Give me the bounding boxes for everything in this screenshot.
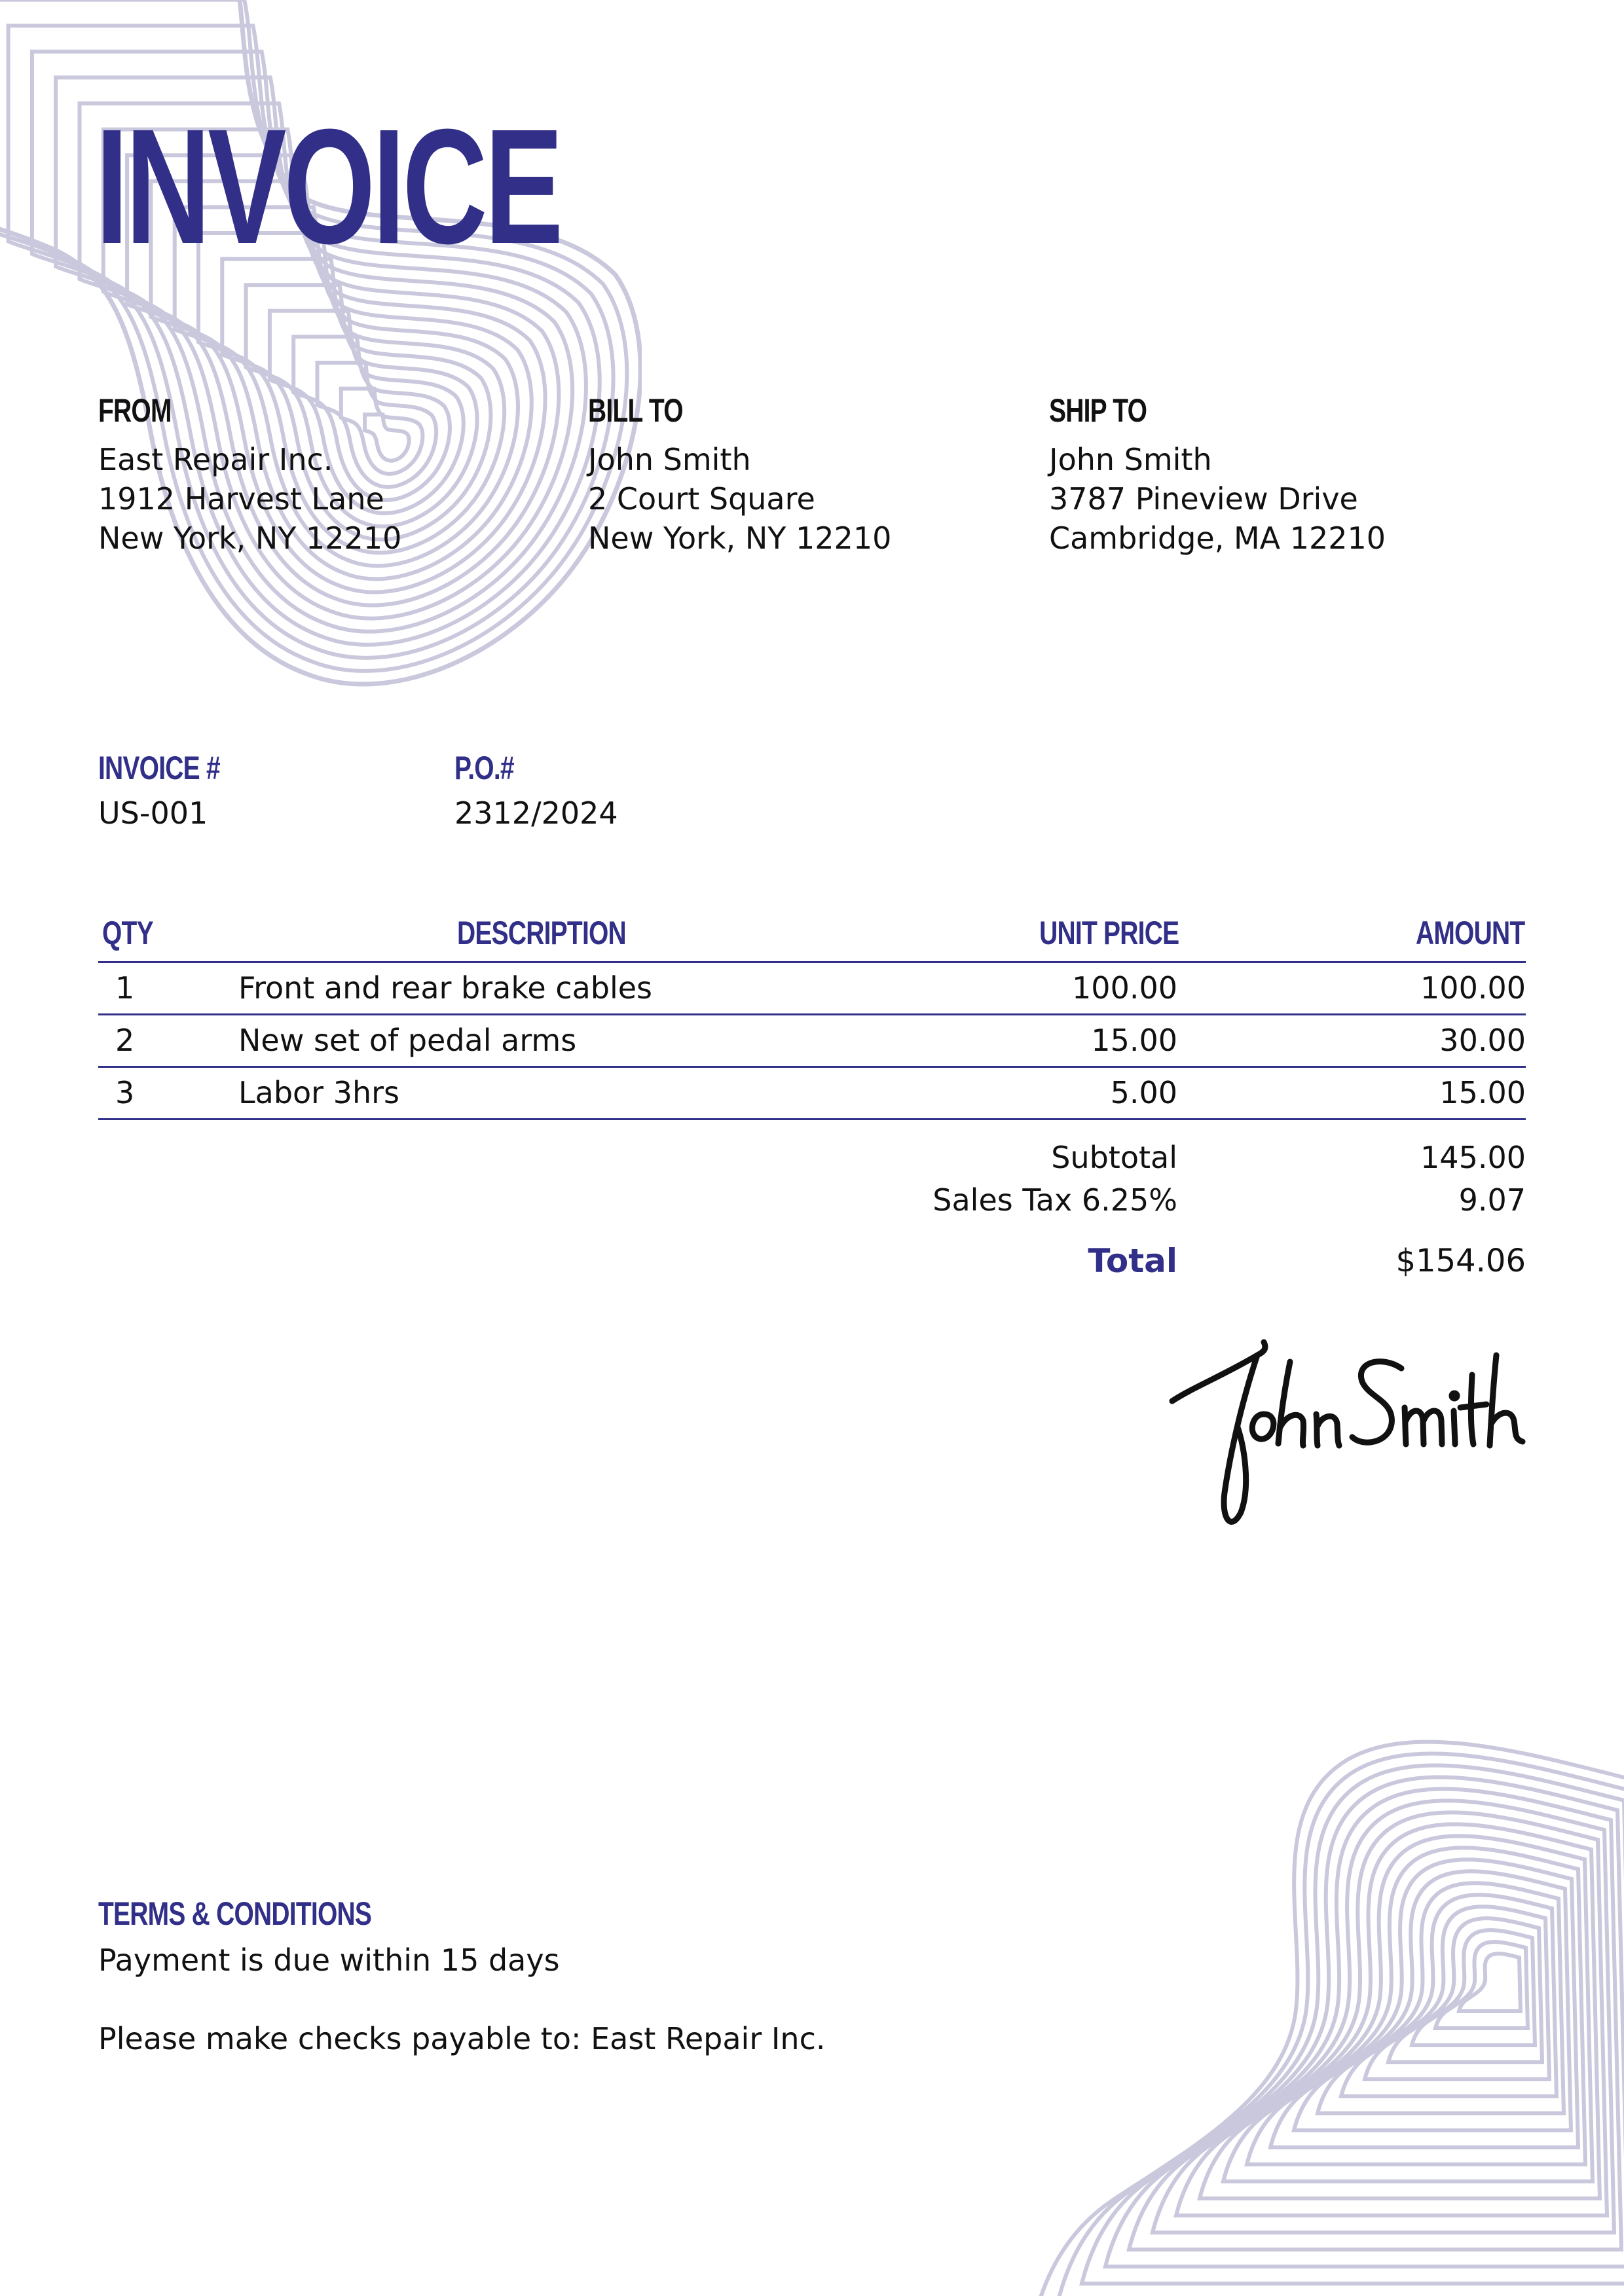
- decorative-contour-bottom: [995, 1728, 1624, 2296]
- row-unit-price: 5.00: [1110, 1075, 1177, 1110]
- totals-block: [98, 1138, 1526, 1284]
- subtotal-value: 145.00: [1420, 1140, 1526, 1175]
- terms-line-payment-due: Payment is due within 15 days: [98, 1942, 560, 1978]
- subtotal-label: Subtotal: [1051, 1140, 1177, 1175]
- table-row: [98, 963, 1526, 1015]
- signature-image: [1166, 1316, 1532, 1545]
- line-items-table: [98, 914, 1526, 1120]
- row-description: Labor 3hrs: [238, 1075, 399, 1110]
- tax-label: Sales Tax 6.25%: [932, 1182, 1177, 1218]
- from-label: FROM: [98, 392, 172, 429]
- row-qty: 1: [115, 970, 135, 1006]
- header-description: DESCRIPTION: [457, 915, 626, 951]
- ship-to-city: Cambridge, MA 12210: [1049, 520, 1386, 556]
- row-qty: 2: [115, 1023, 135, 1058]
- from-name: East Repair Inc.: [98, 442, 333, 477]
- bill-to-street: 2 Court Square: [588, 481, 815, 517]
- invoice-number-block: [98, 752, 254, 833]
- bill-to-city: New York, NY 12210: [588, 520, 892, 556]
- bill-to-label: BILL TO: [588, 392, 683, 429]
- ship-to-block: [1049, 394, 1386, 558]
- po-number-value: 2312/2024: [454, 795, 618, 831]
- row-amount: 100.00: [1420, 970, 1526, 1006]
- invoice-number-value: US-001: [98, 795, 208, 831]
- tax-row: [98, 1180, 1526, 1223]
- row-qty: 3: [115, 1075, 135, 1110]
- po-number-label: P.O.#: [454, 750, 514, 786]
- header-unit-price: UNIT PRICE: [1039, 915, 1179, 951]
- row-amount: 15.00: [1439, 1075, 1526, 1110]
- bill-to-name: John Smith: [588, 442, 751, 477]
- bill-to-block: [588, 394, 891, 558]
- invoice-title: INVOICE: [96, 95, 561, 278]
- header-qty: QTY: [102, 915, 153, 951]
- from-block: [98, 394, 401, 558]
- row-description: Front and rear brake cables: [238, 970, 653, 1006]
- ship-to-street: 3787 Pineview Drive: [1049, 481, 1358, 517]
- terms-line-checks-payable: Please make checks payable to: East Repair Inc.: [98, 2021, 826, 2056]
- terms-block: [98, 1897, 826, 2058]
- total-label: Total: [1088, 1242, 1177, 1280]
- po-number-block: [454, 752, 618, 833]
- table-header: [98, 914, 1526, 963]
- from-street: 1912 Harvest Lane: [98, 481, 384, 517]
- row-unit-price: 15.00: [1091, 1023, 1177, 1058]
- invoice-number-label: INVOICE #: [98, 750, 220, 786]
- from-city: New York, NY 12210: [98, 520, 402, 556]
- ship-to-label: SHIP TO: [1049, 392, 1147, 429]
- tax-value: 9.07: [1458, 1182, 1526, 1218]
- total-value: $154.06: [1395, 1243, 1526, 1279]
- table-row: [98, 1015, 1526, 1068]
- table-row: [98, 1068, 1526, 1120]
- row-description: New set of pedal arms: [238, 1023, 577, 1058]
- subtotal-row: [98, 1138, 1526, 1180]
- row-unit-price: 100.00: [1072, 970, 1177, 1006]
- row-amount: 30.00: [1439, 1023, 1526, 1058]
- total-row: [98, 1241, 1526, 1284]
- terms-label: TERMS & CONDITIONS: [98, 1895, 372, 1932]
- header-amount: AMOUNT: [1415, 915, 1524, 951]
- ship-to-name: John Smith: [1049, 442, 1212, 477]
